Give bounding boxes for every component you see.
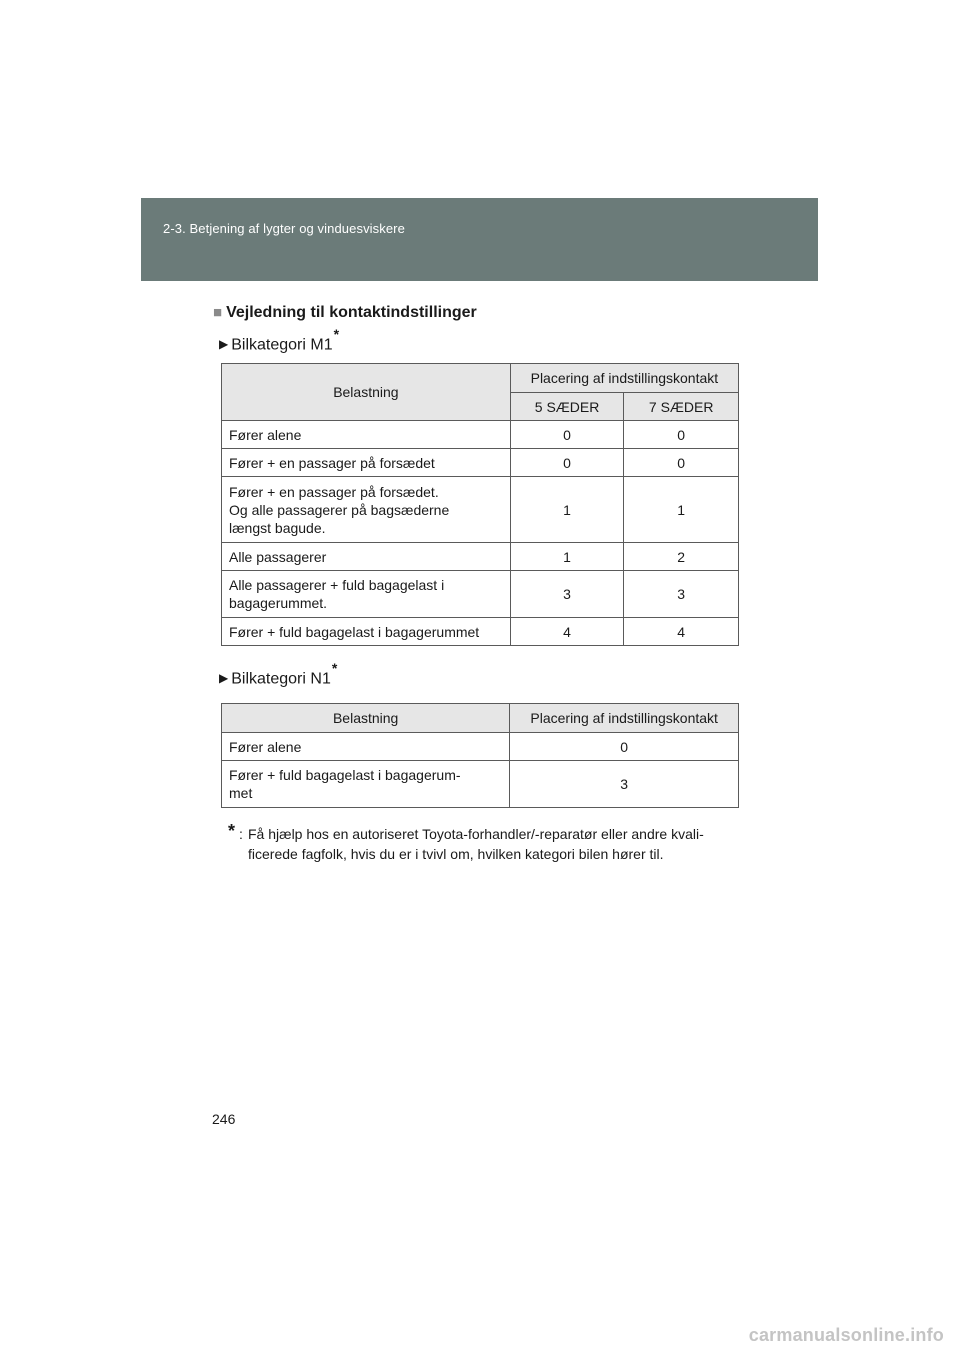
m1-asterisk: * (333, 326, 340, 342)
table-row (222, 618, 739, 646)
table-row (222, 477, 739, 543)
value-cell: 1 (510, 543, 624, 571)
m1-table-header-row (222, 364, 739, 393)
load-cell: Fører + en passager på forsædet. Og alle passagerer på bagsæderne længst bagude. (222, 477, 511, 543)
value-cell: 0 (624, 449, 739, 477)
subheading-m1 (219, 326, 340, 354)
n1-table (221, 703, 739, 808)
section-header (141, 198, 818, 281)
value-cell: 0 (510, 733, 739, 761)
value-cell: 0 (624, 421, 739, 449)
n1-col-position: Placering af indstillingskontakt (510, 704, 739, 733)
heading-switch-guide (213, 304, 477, 322)
m1-table (221, 363, 739, 646)
triangle-right-icon: ▶ (219, 337, 229, 352)
footnote-asterisk: * (228, 821, 236, 841)
page-number: 246 (212, 1111, 236, 1127)
m1-col-5-seats: 5 SÆDER (510, 393, 624, 421)
triangle-right-icon: ▶ (219, 671, 229, 686)
value-cell: 4 (510, 618, 624, 646)
value-cell: 3 (624, 571, 739, 618)
m1-col-load: Belastning (222, 364, 511, 421)
load-cell: Fører + en passager på forsædet (222, 449, 511, 477)
value-cell: 3 (510, 761, 739, 808)
n1-col-load: Belastning (222, 704, 510, 733)
value-cell: 0 (510, 421, 624, 449)
heading-text: Vejledning til kontaktindstillinger (226, 304, 477, 321)
table-row (222, 421, 739, 449)
m1-col-7-seats: 7 SÆDER (624, 393, 739, 421)
load-cell: Fører + fuld bagagelast i bagagerummet (222, 618, 511, 646)
footnote-text: Få hjælp hos en autoriseret Toyota-forhandler/-reparatør eller andre kvali- ficerede fagfolk, hvis du er i tvivl om, hvilken kategori bilen hører til. (248, 826, 704, 862)
m1-col-position: Placering af indstillingskontakt (510, 364, 738, 393)
table-row (222, 733, 739, 761)
m1-label: Bilkategori M1 (231, 336, 333, 354)
load-cell: Alle passagerer + fuld bagagelast i bagagerummet. (222, 571, 511, 618)
table-row (222, 449, 739, 477)
value-cell: 1 (624, 477, 739, 543)
n1-table-header-row (222, 704, 739, 733)
square-bullet-icon: ■ (213, 304, 223, 321)
footnote-colon: : (239, 826, 243, 842)
table-row (222, 761, 739, 808)
load-cell: Alle passagerer (222, 543, 511, 571)
value-cell: 3 (510, 571, 624, 618)
load-cell: Fører + fuld bagagelast i bagagerum- met (222, 761, 510, 808)
load-cell: Fører alene (222, 733, 510, 761)
value-cell: 0 (510, 449, 624, 477)
value-cell: 2 (624, 543, 739, 571)
section-title: 2-3. Betjening af lygter og vinduesviskere (163, 221, 405, 236)
table-row (222, 571, 739, 618)
footnote (228, 821, 758, 864)
load-cell: Fører alene (222, 421, 511, 449)
table-row (222, 543, 739, 571)
subheading-n1 (219, 660, 338, 688)
value-cell: 1 (510, 477, 624, 543)
n1-asterisk: * (331, 660, 338, 676)
value-cell: 4 (624, 618, 739, 646)
n1-label: Bilkategori N1 (231, 670, 331, 688)
watermark: carmanualsonline.info (748, 1325, 944, 1345)
